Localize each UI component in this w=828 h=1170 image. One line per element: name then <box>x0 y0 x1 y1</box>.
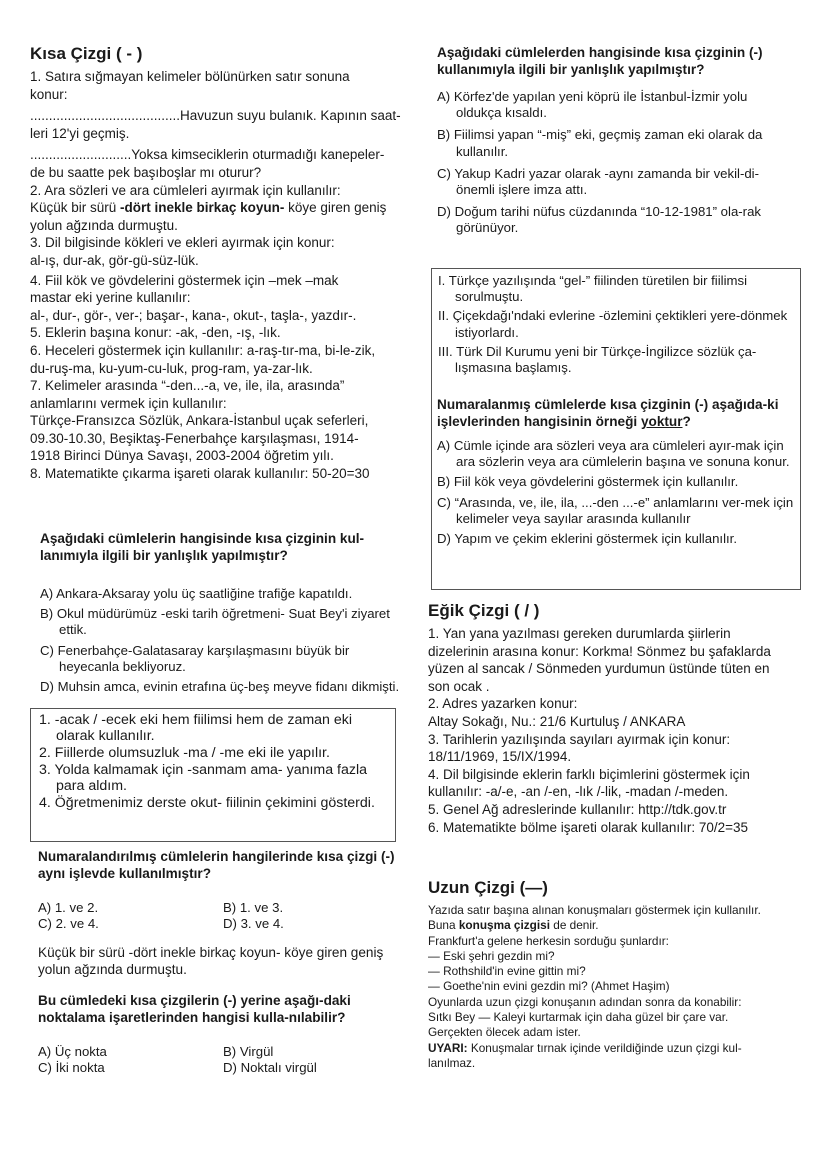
egik-cizgi-title: Eğik Çizgi ( / ) <box>428 601 540 620</box>
underlined-keyword: yoktur <box>640 414 683 429</box>
body-line: 1. Satıra sığmayan kelimeler bölünürken satır sonuna <box>30 69 350 84</box>
question-4-text: Aşağıdaki cümlelerden hangisinde kısa çizginin (-) kullanımıyla ilgili bir yanlışlık yapılmıştır? <box>437 45 763 77</box>
body-line: dizelerinin arasına konur: Korkma! Sönmez bu şafaklarda <box>428 643 771 659</box>
q3-sentence: Küçük bir sürü -dört inekle birkaç koyun- köye giren geniş yolun ağzında durmuştu. <box>38 945 384 977</box>
body-line: 1. Yan yana yazılması gereken durumlarda şiirlerin <box>428 626 731 641</box>
egik-cizgi-section <box>428 601 800 836</box>
q3-option-c[interactable]: C) İki nokta <box>38 1060 105 1075</box>
kisa-cizgi-section <box>30 44 410 483</box>
q4-option-a[interactable]: A) Körfez'de yapılan yeni köprü ile İstanbul-İzmir yolu oldukça kısaldı. <box>437 89 748 121</box>
q1-option-c[interactable]: C) Fenerbahçe-Galatasaray karşılaşmasını büyük bir heyecanla bekliyoruz. <box>40 642 350 674</box>
q2-statement: 3. Yolda kalmamak için -sanmam ama- yanıma fazla para aldım. <box>39 762 368 794</box>
uzun-cizgi-section <box>428 878 800 1071</box>
question-5 <box>437 396 795 551</box>
q1-option-d[interactable]: D) Muhsin amca, evinin etrafına üç-beş meyve fidanı dikmişti. <box>40 679 400 695</box>
body-line: du-ruş-ma, ku-yum-cu-luk, prog-ram, ya-zar-lık. <box>30 360 313 376</box>
body-line: — Goethe'nin evini gezdin mi? (Ahmet Haşim) <box>428 979 670 994</box>
body-line: Küçük bir sürü -dört inekle birkaç koyun- köye giren geniş <box>30 200 387 216</box>
body-line: yüzen al sancak / Sönmeden yurdumun üstünde tüten en <box>428 661 770 677</box>
body-line: Oyunlarda uzun çizgi konuşanın adından sonra da konabilir: <box>428 994 742 1009</box>
body-line: Yazıda satır başına alınan konuşmaları göstermek için kullanılır. <box>428 903 761 917</box>
question-1-text: Aşağıdaki cümlelerin hangisinde kısa çizginin kul-lanımıyla ilgili bir yanlışlık yapılmıştır? <box>40 531 365 563</box>
q1-option-a[interactable]: A) Ankara-Aksaray yolu üç saatliğine trafiğe kapatıldı. <box>40 586 353 601</box>
body-line: Sıtkı Bey — Kaleyi kurtarmak için daha güzel bir çare var. <box>428 1010 729 1025</box>
question-4 <box>437 44 792 241</box>
question-2-text: Numaralandırılmış cümlelerin hangilerinde kısa çizgi (-) aynı işlevde kullanılmıştır? <box>38 849 395 881</box>
q2-options <box>38 900 403 932</box>
body-line: de bu saatte pek başıboşlar mı oturur? <box>30 164 262 180</box>
body-line: UYARI: Konuşmalar tırnak içinde verildiğinde uzun çizgi kul- <box>428 1040 742 1055</box>
question-2 <box>38 848 403 932</box>
body-line: yolun ağzında durmuştu. <box>30 217 178 233</box>
body-line: ...........................Yoksa kimseciklerin oturmadığı kanepeler- <box>30 147 385 163</box>
body-line: 18/11/1969, 15/IX/1994. <box>428 749 572 765</box>
body-line: 5. Eklerin başına konur: -ak, -den, -ış, -lık. <box>30 325 281 341</box>
q2-option-a[interactable]: A) 1. ve 2. <box>38 900 99 915</box>
body-line: 8. Matematikte çıkarma işareti olarak kullanılır: 50-20=30 <box>30 466 370 482</box>
q3-option-b[interactable]: B) Virgül <box>223 1044 274 1059</box>
q4-option-b[interactable]: B) Fiilimsi yapan “-miş” eki, geçmiş zaman eki olarak da kullanılır. <box>437 127 763 159</box>
body-line: 09.30-10.30, Beşiktaş-Fenerbahçe karşılaşması, 1914- <box>30 430 359 446</box>
body-line: — Rothshild'in evine gittin mi? <box>428 964 586 979</box>
body-line: al-, dur-, gör-, ver-; başar-, kana-, okut-, taşla-, yazdır-. <box>30 307 357 323</box>
body-line: 6. Matematikte bölme işareti olarak kullanılır: 70/2=35 <box>428 819 749 835</box>
question-3 <box>38 944 400 1076</box>
q4-option-d[interactable]: D) Doğum tarihi nüfus cüzdanında “10-12-1981” ola-rak görünüyor. <box>437 204 761 236</box>
kisa-cizgi-body <box>30 68 410 483</box>
body-line: 3. Tarihlerin yazılışında sayıları ayırmak için konur: <box>428 731 731 747</box>
q5-option-a[interactable]: A) Cümle içinde ara sözleri veya ara cümleleri ayır-mak için ara sözlerin veya ara cümlelerin başına ve sonuna konur. <box>437 438 790 470</box>
q5-option-b[interactable]: B) Fiil kök veya gövdelerini göstermek için kullanılır. <box>437 474 739 490</box>
body-line: mastar eki yerine kullanılır: <box>30 290 191 306</box>
body-line: 7. Kelimeler arasında “-den...-a, ve, ile, ila, arasında” <box>30 378 345 394</box>
body-line: 1918 Birinci Dünya Savaşı, 2003-2004 öğretim yılı. <box>30 448 334 464</box>
q5-statement: II. Çiçekdağı'ndaki evlerine -özlemini çektikleri yere-dönmek istiyorlardı. <box>438 308 788 340</box>
q3-option-a[interactable]: A) Üç nokta <box>38 1044 107 1059</box>
question-5-text: Numaralanmış cümlelerde kısa çizginin (-) aşağıda-ki işlevlerinden hangisinin örneği yoktur? <box>437 397 779 429</box>
body-line: 5. Genel Ağ adreslerinde kullanılır: http://tdk.gov.tr <box>428 801 727 817</box>
uzun-cizgi-body <box>428 903 800 1071</box>
body-line: lanılmaz. <box>428 1055 476 1070</box>
body-line: Türkçe-Fransızca Sözlük, Ankara-İstanbul uçak seferleri, <box>30 413 369 429</box>
body-line: 6. Heceleri göstermek için kullanılır: a-raş-tır-ma, bi-le-zik, <box>30 342 376 358</box>
egik-cizgi-body <box>428 625 800 836</box>
body-line: 2. Ara sözleri ve ara cümleleri ayırmak için kullanılır: <box>30 182 341 198</box>
q2-statement: 4. Öğretmenimiz derste okut- fiilinin çekimini gösterdi. <box>39 795 375 811</box>
body-line: Buna konuşma çizgisi de denir. <box>428 918 599 933</box>
term-bold: konuşma çizgisi <box>458 918 550 933</box>
body-line: 4. Fiil kök ve gövdelerini göstermek için –mek –mak <box>30 272 339 288</box>
body-line: ........................................Havuzun suyu bulanık. Kapının saat- <box>30 108 401 124</box>
example-bold: -dört inekle birkaç koyun- <box>120 200 285 216</box>
body-line: 3. Dil bilgisinde kökleri ve ekleri ayırmak için konur: <box>30 235 335 251</box>
body-line: konur: <box>30 86 68 102</box>
q5-option-d[interactable]: D) Yapım ve çekim eklerini göstermek için kullanılır. <box>437 531 737 547</box>
q2-option-b[interactable]: B) 1. ve 3. <box>223 900 284 915</box>
q5-option-c[interactable]: C) “Arasında, ve, ile, ila, ...-den ...-e” anlamlarını ver-mek için kelimeler veya sayılar arasında kullanılır <box>437 494 794 526</box>
q4-option-c[interactable]: C) Yakup Kadri yazar olarak -aynı zamanda bir vekil-di- önemli işlere imza attı. <box>437 165 760 198</box>
q3-option-d[interactable]: D) Noktalı virgül <box>223 1060 317 1075</box>
body-line: — Eski şehri gezdin mi? <box>428 948 555 963</box>
body-line: son ocak . <box>428 678 490 694</box>
q5-statement: I. Türkçe yazılışında “gel-” fiilinden türetilen bir fiilimsi sorulmuştu. <box>438 273 748 305</box>
body-line: 2. Adres yazarken konur: <box>428 696 578 712</box>
question-3-text: Bu cümledeki kısa çizgilerin (-) yerine aşağı-daki noktalama işaretlerinden hangisi kulla-nılabilir? <box>38 993 351 1025</box>
body-line: leri 12'yi geçmiş. <box>30 125 130 141</box>
q2-option-c[interactable]: C) 2. ve 4. <box>38 916 99 931</box>
body-line: 4. Dil bilgisinde eklerin farklı biçimlerini göstermek için <box>428 766 750 782</box>
kisa-cizgi-title: Kısa Çizgi ( - ) <box>30 44 143 63</box>
q2-statement: 1. -acak / -ecek eki hem fiilimsi hem de zaman eki olarak kullanılır. <box>39 712 353 744</box>
q1-option-b[interactable]: B) Okul müdürümüz -eski tarih öğretmeni- Suat Bey'i ziyaret ettik. <box>40 606 390 638</box>
body-line: Frankfurt'a gelene herkesin sorduğu şunlardır: <box>428 933 669 948</box>
q5-statement: III. Türk Dil Kurumu yeni bir Türkçe-İngilizce sözlük ça-lışmasına başlamış. <box>438 343 757 376</box>
q2-statement: 2. Fiillerde olumsuzluk -ma / -me eki ile yapılır. <box>39 745 330 761</box>
body-line: Altay Sokağı, Nu.: 21/6 Kurtuluş / ANKARA <box>428 713 686 729</box>
q2-option-d[interactable]: D) 3. ve 4. <box>223 916 284 931</box>
body-line: al-ış, dur-ak, gör-gü-süz-lük. <box>30 252 199 268</box>
body-line: kullanılır: -a/-e, -an /-en, -lık /-lik, -madan /-meden. <box>428 784 729 800</box>
body-line: anlamlarını vermek için kullanılır: <box>30 395 227 411</box>
q2-statements-box <box>30 708 396 842</box>
uzun-cizgi-title: Uzun Çizgi (—) <box>428 878 548 897</box>
question-1 <box>40 530 400 699</box>
body-line: Gerçekten ölecek adam ister. <box>428 1025 581 1040</box>
warning-label: UYARI: <box>428 1040 468 1055</box>
q3-options <box>38 1044 400 1076</box>
